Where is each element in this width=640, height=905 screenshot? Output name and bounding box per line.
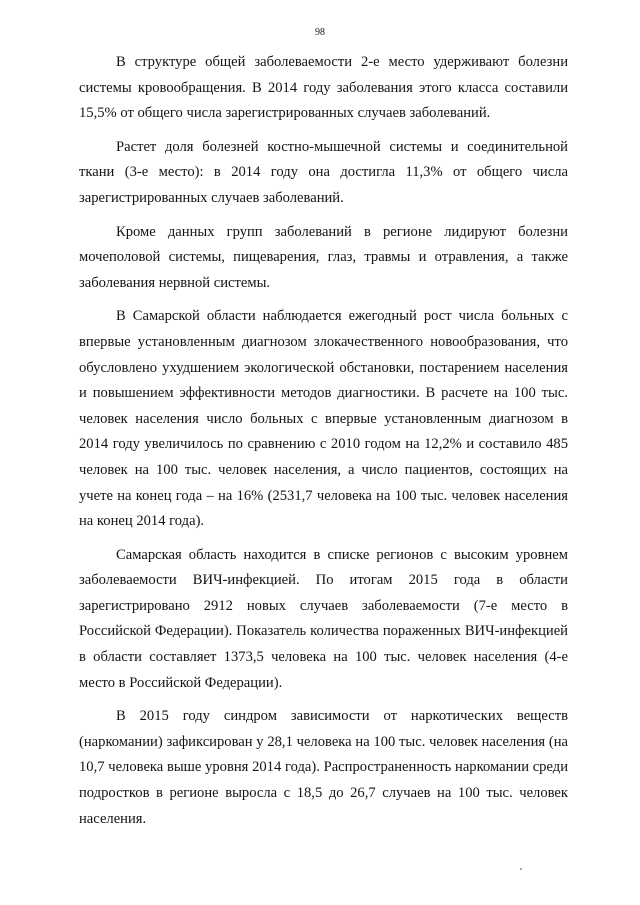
- paragraph-other-diseases: Кроме данных групп заболеваний в регионе лидируют болезни мочеполовой системы, пищеварения, глаз, травмы и отравления, а также заболевания нервной системы.: [79, 223, 568, 291]
- body-text: [79, 50, 568, 840]
- paragraph-narcomania: В 2015 году синдром зависимости от наркотических веществ (наркомании) зафиксирован у 28,1 человека на 100 тыс. человек населения (на 10,7 человека выше уровня 2014 года). Распространенность наркомании среди подростков в регионе выросла с 18,5 до 26,7 случаев на 100 тыс. человек населения.: [79, 708, 568, 827]
- page-number: 98: [315, 27, 325, 38]
- paragraph-musculoskeletal: Растет доля болезней костно-мышечной системы и соединительной ткани (3-е место): в 2014 году она достигла 11,3% от общего числа зарегистрированных случаев заболеваний.: [79, 138, 568, 206]
- paragraph-oncology: В Самарской области наблюдается ежегодный рост числа больных с впервые установленным диагнозом злокачественного новообразования, что обусловлено ухудшением экологической обстановки, постарением населения и повышением эффективности методов диагностики. В расчете на 100 тыс. человек населения число больных с впервые установленным диагнозом в 2014 году увеличилось по сравнению с 2010 годом на 12,2% и составило 485 человек на 100 тыс. человек населения, а число пациентов, состоящих на учете на конец года – на 16% (2531,7 человека на 100 тыс. человек населения на конец 2014 года).: [79, 308, 568, 530]
- paragraph-circulatory: В структуре общей заболеваемости 2-е место удерживают болезни системы кровообращения. В 2014 году заболевания этого класса составили 15,5% от общего числа зарегистрированных случаев заболеваний.: [79, 54, 568, 122]
- paragraph-hiv: Самарская область находится в списке регионов с высоким уровнем заболеваемости ВИЧ-инфекцией. По итогам 2015 года в области зарегистрировано 2912 новых случаев заболеваемости (7-е место в Российской Федерации). Показатель количества пораженных ВИЧ-инфекцией в области составляет 1373,5 человека на 100 тыс. человек населения (4-е место в Российской Федерации).: [79, 546, 568, 691]
- scan-speck: [520, 868, 522, 870]
